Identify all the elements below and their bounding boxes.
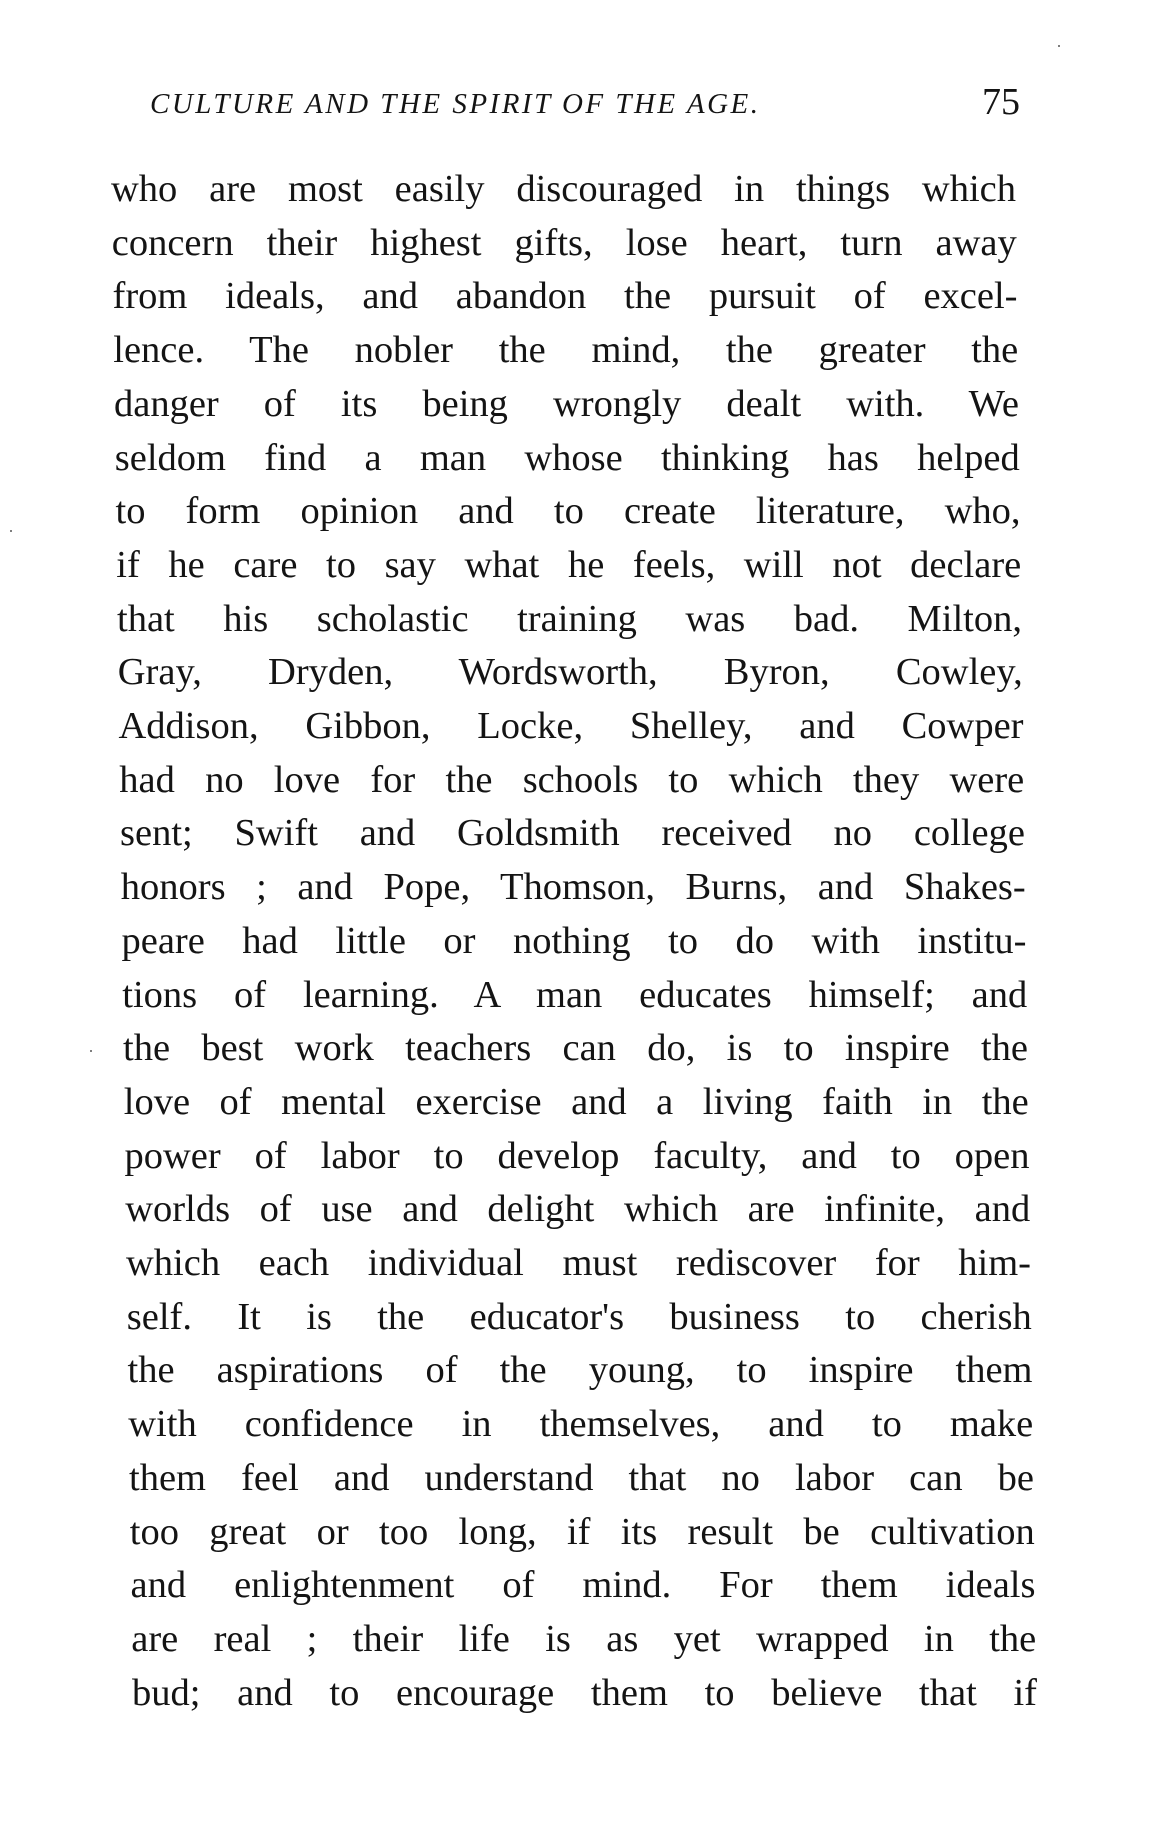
text-line: that his scholastic training was bad. Milton, — [117, 597, 1022, 640]
text-line: seldom find a man whose thinking has helped — [114, 436, 1020, 479]
text-line: power of labor to develop faculty, and to open — [124, 1134, 1030, 1177]
text-line: if he care to say what he feels, will not declare — [116, 543, 1022, 586]
text-line: them feel and understand that no labor can be — [129, 1456, 1034, 1499]
text-line: Addison, Gibbon, Locke, Shelley, and Cowper — [118, 705, 1024, 747]
text-line: Gray, Dryden, Wordsworth, Byron, Cowley, — [117, 651, 1023, 694]
text-line: worlds of use and delight which are infinite, and — [125, 1188, 1031, 1231]
scan-speck — [1058, 45, 1060, 47]
text-line: with confidence in themselves, and to make — [128, 1403, 1034, 1446]
page-number: 75 — [982, 81, 1020, 123]
text-line: too great or too long, if its result be cultivation — [129, 1510, 1035, 1553]
text-line: and enlightenment of mind. For them ideals — [130, 1564, 1036, 1607]
text-line: concern their highest gifts, lose heart, turn away — [111, 221, 1017, 264]
scan-speck — [90, 1050, 92, 1052]
text-line: peare had little or nothing to do with institu- — [121, 919, 1027, 962]
scan-speck — [10, 530, 12, 532]
text-line: honors ; and Pope, Thomson, Burns, and Shakes- — [120, 866, 1026, 909]
text-line: to form opinion and to create literature, who, — [115, 490, 1021, 533]
text-line: had no love for the schools to which they were — [119, 758, 1025, 801]
text-line: from ideals, and abandon the pursuit of excel- — [112, 275, 1018, 318]
text-line: the best work teachers can do, is to inspire the — [123, 1027, 1028, 1070]
text-line: love of mental exercise and a living faith in the — [123, 1080, 1029, 1123]
text-line: tions of learning. A man educates himself; and — [122, 973, 1028, 1016]
text-line: are real ; their life is as yet wrapped in the — [131, 1617, 1037, 1660]
text-line: danger of its being wrongly dealt with. We — [114, 382, 1019, 425]
text-line: sent; Swift and Goldsmith received no college — [120, 812, 1025, 855]
text-line: the aspirations of the young, to inspire them — [127, 1349, 1033, 1392]
text-line: bud; and to encourage them to believe that if — [132, 1671, 1037, 1714]
text-line: who are most easily discouraged in things which — [111, 168, 1016, 210]
text-line: which each individual must rediscover for him- — [126, 1242, 1031, 1284]
running-title: CULTURE AND THE SPIRIT OF THE AGE. — [150, 88, 761, 120]
running-header — [150, 80, 1020, 130]
text-line: self. It is the educator's business to cherish — [126, 1295, 1032, 1338]
text-line: lence. The nobler the mind, the greater the — [113, 329, 1019, 372]
